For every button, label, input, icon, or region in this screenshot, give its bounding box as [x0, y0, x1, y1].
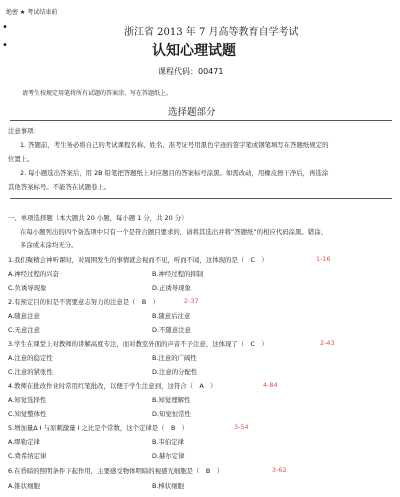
bullet-icon: •: [2, 40, 8, 51]
question-stem: 2.有预定目的但是不需要意志努力的注意是（ B ）: [8, 298, 160, 306]
note-item-2-cont: 其他答案标号。不能答在试题卷上。: [8, 183, 111, 191]
option-a: A.缪勒定律: [8, 438, 40, 446]
exam-title: 浙江省 2013 年 7 月高等教育自学考试: [124, 27, 299, 38]
option-c: C.无意注意: [8, 326, 41, 334]
option-b: B.随意后注意: [152, 312, 191, 320]
option-c: C.负诱导现象: [8, 284, 47, 292]
section-title: 选择题部分: [168, 107, 216, 118]
option-a: A.随意注意: [8, 312, 40, 320]
divider: [10, 120, 392, 121]
option-a: A.神经过程的兴奋: [8, 270, 60, 278]
instruction-text: 请考生按规定用笔将所有试题的答案涂、写在答题纸上。: [22, 90, 173, 97]
option-b: B.神经过程的抑制: [152, 270, 204, 278]
option-a: A.锥状细胞: [8, 482, 40, 490]
option-d: D.注意的分配性: [152, 368, 198, 376]
notes-heading: 注意事项：: [8, 127, 40, 135]
option-d: D.不随意注意: [152, 326, 191, 334]
question-ref: 1-16: [316, 255, 331, 263]
divider: [10, 198, 392, 199]
question-ref: 4-84: [263, 381, 278, 389]
note-item-1-cont: 位置上。: [8, 155, 34, 163]
question-ref: 2-37: [184, 297, 199, 305]
option-b: B.知觉理解性: [152, 396, 191, 404]
option-c: C.费希纳定律: [8, 452, 47, 460]
option-b: B.注意的广阔性: [152, 354, 197, 362]
subject-title: 认知心理试题: [152, 43, 236, 59]
option-d: D.赫尔定律: [152, 452, 185, 460]
option-d: D.正诱导现象: [152, 284, 191, 292]
question-ref: 2-43: [320, 339, 335, 347]
option-a: A.注意的稳定性: [8, 354, 53, 362]
option-c: C.注意的紧张性: [8, 368, 53, 376]
question-stem: 1.我们聚精会神听课时，对周围发生的事情就会视而不见，听而不闻，这体现的是（ C ）: [8, 256, 268, 264]
question-stem: 4.教师在批改作业时常用红笔批改，以便于学生注意到，这符合（ A ）: [8, 382, 217, 390]
bullet-icon: •: [2, 22, 8, 33]
note-item-1: 1. 答题前，考生务必将自己的考试课程名称、姓名、准考证号用黑色字迹的签字笔或钢笔填写在答题纸规定的: [20, 141, 329, 149]
option-b: B.韦伯定律: [152, 438, 184, 446]
note-item-2: 2. 每小题选出答案后，用 2B 铅笔把答题纸上对应题目的答案标号涂黑。如需改动，用橡皮擦干净后，再选涂: [20, 169, 329, 177]
option-a: A.知觉选择性: [8, 396, 47, 404]
part1-desc: 在每小题列出的四个备选项中只有一个是符合题目要求的，请将其选出并将“答题纸”的相应代码涂黑。错涂、: [20, 228, 327, 236]
option-b: B.棒状细胞: [152, 482, 184, 490]
question-stem: 6.在昏暗的照明条件下起作用，主要感受物体明暗的视感光细胞是（ B ）: [8, 467, 223, 475]
question-ref: 3-62: [272, 466, 287, 474]
question-stem: 5.增加量Δ I 与原刺激量 I 之比是个常数，这个定律是（ B ）: [8, 424, 189, 432]
course-code: 课程代码：00471: [158, 67, 224, 76]
option-d: D.知觉恒常性: [152, 410, 191, 418]
part1-heading: 一、单项选择题（本大题共 20 小题，每小题 1 分，共 20 分）: [8, 214, 188, 222]
secret-mark: 绝密 ★ 考试结束前: [6, 9, 58, 16]
question-ref: 3-54: [234, 423, 249, 431]
option-c: C.知觉整体性: [8, 410, 47, 418]
part1-desc-cont: 多涂或未涂均无分。: [20, 241, 78, 249]
question-stem: 3.学生在课堂上对教师的讲解高度专注，而对教室外面的声音不予注意，这体现了（ C ）: [8, 340, 268, 348]
